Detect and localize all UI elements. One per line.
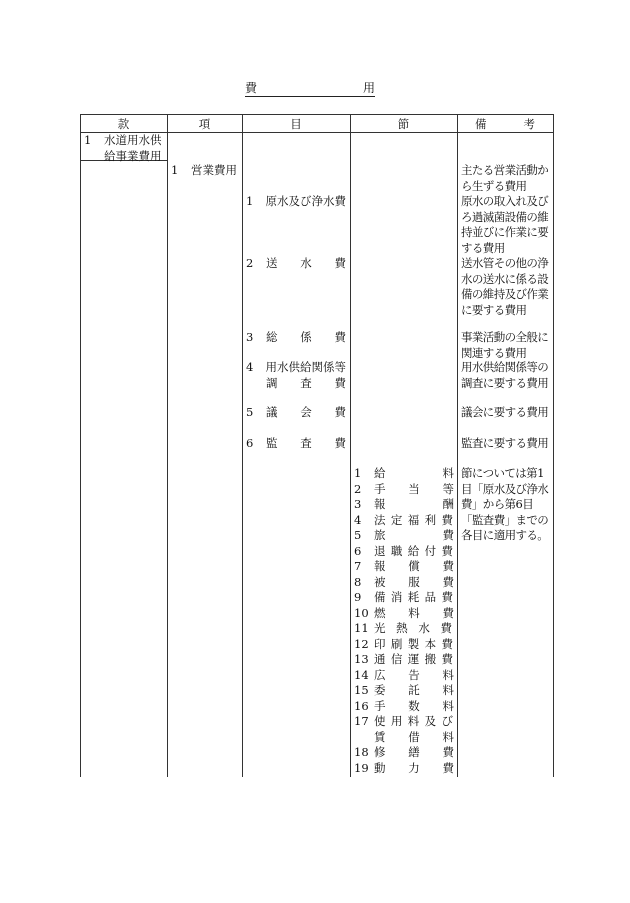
kan-label-line1: 水道用水供: [104, 133, 162, 147]
kou-number: 1: [171, 163, 179, 177]
moku-number: 3: [246, 330, 254, 344]
setsu-list: [354, 466, 454, 776]
list-item: 6 退職給付費: [354, 543, 454, 558]
moku-number: 6: [246, 436, 254, 450]
list-item: 3 報 酬: [354, 497, 454, 511]
list-item: 5 旅 費: [354, 528, 454, 542]
col-divider-2: [242, 114, 243, 777]
list-item: 19 動 力 費: [354, 760, 454, 775]
kou-label: 営業費用: [191, 163, 237, 177]
kan-number: 1: [84, 133, 92, 147]
list-item: 8 被 服 費: [354, 574, 454, 589]
moku-item-6: [246, 436, 346, 452]
list-item: 4 法定福利費: [354, 512, 454, 527]
header-biko: [475, 117, 535, 131]
header-setsu: 節: [397, 117, 410, 131]
moku-number: 2: [246, 256, 254, 270]
biko-moku-3: 事業活動の全般に関連する費用: [461, 330, 549, 360]
list-item: 2 手 当 等: [354, 481, 454, 496]
list-item: 12 印刷製本費: [354, 636, 454, 651]
moku-item-2: [246, 256, 346, 272]
kou-entry: [171, 163, 237, 179]
title-right: 用: [362, 81, 375, 95]
moku-item-3: [246, 330, 346, 346]
page-title: [245, 80, 375, 97]
list-item: 18 修 繕 費: [354, 745, 454, 759]
list-item: 10 燃 料 費: [354, 605, 454, 620]
header-kan: 款: [117, 117, 130, 131]
moku-label: 議 会 費: [266, 405, 346, 419]
biko-setsu: 節については第1目「原水及び浄水費」から第6目「監査費」までの各目に適用する。: [461, 466, 549, 542]
header-moku: 目: [290, 117, 302, 131]
col-divider-4: [457, 114, 458, 777]
moku-label-line1: 用水供給関係等: [265, 360, 346, 374]
moku-item-4: [246, 360, 346, 391]
biko-moku-2: 送水管その他の浄水の送水に係る設備の維持及び作業に要する費用: [461, 256, 549, 317]
list-item: 15 委 託 料: [354, 683, 454, 697]
moku-item-1: [246, 194, 346, 210]
list-item: 9 備消耗品費: [354, 590, 454, 604]
biko-moku-5: 議会に要する費用: [461, 405, 549, 419]
biko-moku-4: 用水供給関係等の調査に要する費用: [461, 360, 549, 390]
col-divider-3: [350, 114, 351, 777]
header-kou: 項: [198, 117, 211, 131]
moku-label: 送 水 費: [266, 256, 346, 270]
moku-item-5: [246, 405, 346, 421]
biko-kou: 主たる営業活動から生ずる費用: [461, 163, 549, 193]
moku-label: 総 係 費: [266, 330, 346, 344]
moku-label: 原水及び浄水費: [265, 194, 346, 208]
biko-moku-6: 監査に要する費用: [461, 436, 549, 450]
biko-moku-1: 原水の取入れ及びろ過滅菌設備の維持並びに作業に要する費用: [461, 194, 549, 255]
list-item: 11 光熱水費: [354, 621, 454, 635]
list-item: 14 広 告 料: [354, 667, 454, 682]
header-biko-left: 備: [475, 117, 487, 131]
list-item: 16 手 数 料: [354, 698, 454, 713]
moku-number: 4: [246, 360, 254, 374]
table-right-border: [553, 114, 554, 777]
kan-entry: [84, 133, 162, 164]
title-left: 費: [245, 81, 258, 95]
moku-number: 1: [246, 194, 254, 208]
kan-label-line2: 給事業費用: [104, 148, 162, 163]
moku-label-line2: 調 査 費: [266, 375, 346, 390]
list-item: 1 給 料: [354, 466, 454, 480]
moku-number: 5: [246, 405, 254, 419]
table-left-border: [80, 114, 81, 777]
list-item: 13 通信運搬費: [354, 652, 454, 666]
header-biko-right: 考: [523, 117, 535, 131]
moku-label: 監 査 費: [266, 436, 346, 450]
table-top-border: [80, 114, 553, 115]
list-item: 7 報 償 費: [354, 559, 454, 573]
list-item: 17 使用料及び 賃 借 料: [354, 714, 454, 744]
col-divider-1: [167, 114, 168, 777]
